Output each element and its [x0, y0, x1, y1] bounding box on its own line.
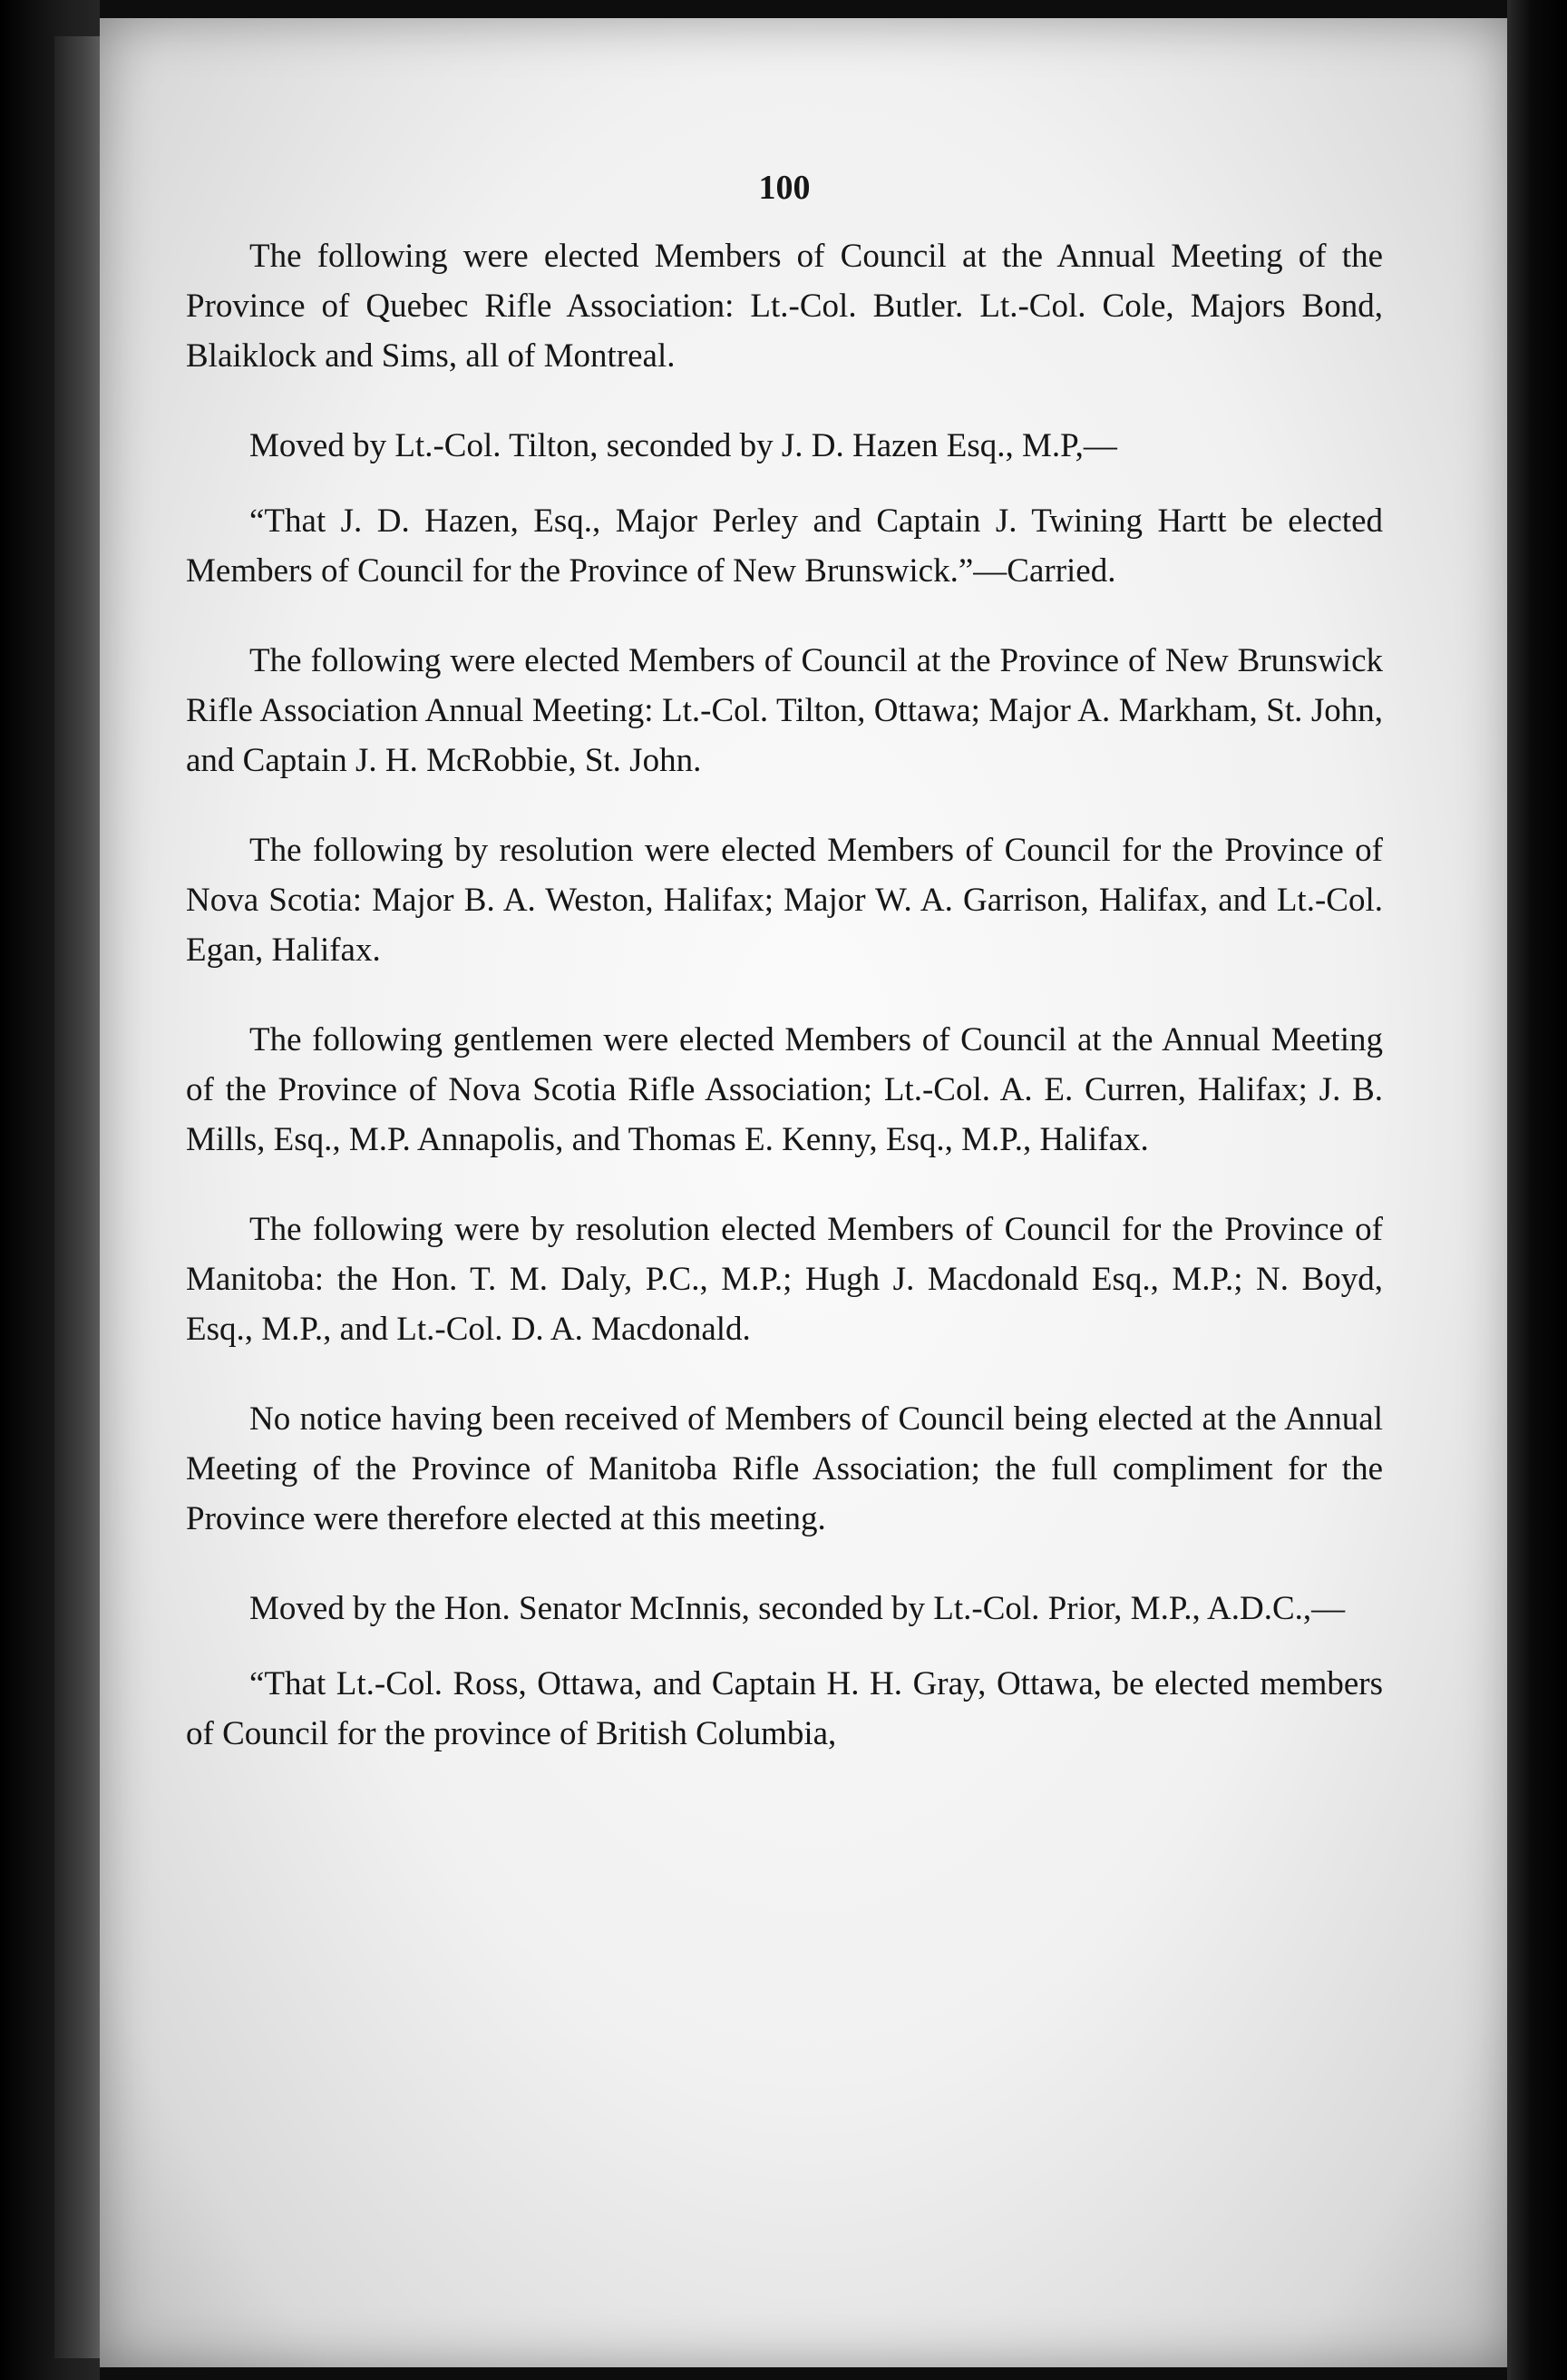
page-number: 100 [758, 169, 811, 207]
paragraph-nova-scotia-council: The following gentlemen were elected Members of Council at the Annual Meeting of the Province of Nova Scotia Rifle Association; Lt.-Col. A. E. Curren, Halifax; J. B. Mills, Esq., M.P. Annapolis, and Thomas E. Kenny, Esq., M.P., Halifax. [186, 1021, 1383, 1158]
paragraph-nova-scotia-resolution: The following by resolution were elected Members of Council for the Province of Nova Scotia: Major B. A. Weston, Halifax; Major W. A. Garrison, Halifax, and Lt.-Col. Egan, Halifax. [186, 832, 1383, 969]
paragraph-motion-tilton: Moved by Lt.-Col. Tilton, seconded by J. D. Hazen Esq., M.P,— [249, 427, 1117, 464]
page-text-body [186, 168, 1383, 1799]
paragraph-motion-mcinnis: Moved by the Hon. Senator McInnis, seconded by Lt.-Col. Prior, M.P., A.D.C.,— [249, 1590, 1346, 1627]
paragraph-manitoba-notice: No notice having been received of Members of Council being elected at the Annual Meeting of the Province of Manitoba Rifle Association; the full compliment for the Province were therefore elected at this meeting. [186, 1400, 1383, 1537]
paragraph-british-columbia-resolution: “That Lt.-Col. Ross, Ottawa, and Captain H. H. Gray, Ottawa, be elected members of Council for the province of British Columbia, [186, 1665, 1383, 1752]
paragraph-quebec-council: The following were elected Members of Council at the Annual Meeting of the Province of Quebec Rifle Association: Lt.-Col. Butler. Lt.-Col. Cole, Majors Bond, Blaiklock and Sims, all of Montreal. [186, 238, 1383, 375]
adjacent-page-edge [54, 36, 104, 2358]
paragraph-manitoba-resolution: The following were by resolution elected Members of Council for the Province of Manitoba: the Hon. T. M. Daly, P.C., M.P.; Hugh J. Macdonald Esq., M.P.; N. Boyd, Esq., M.P., and Lt.-Col. D. A. Macdonald. [186, 1211, 1383, 1348]
paragraph-resolution-new-brunswick: “That J. D. Hazen, Esq., Major Perley and Captain J. Twining Hartt be elected Members of Council for the Province of New Brunswick.”—Carried. [186, 502, 1383, 590]
paragraph-new-brunswick-council: The following were elected Members of Council at the Province of New Brunswick Rifle Association Annual Meeting: Lt.-Col. Tilton, Ottawa; Major A. Markham, St. John, and Captain J. H. McRobbie, St. John. [186, 642, 1383, 779]
scan-border-right [1507, 0, 1567, 2380]
